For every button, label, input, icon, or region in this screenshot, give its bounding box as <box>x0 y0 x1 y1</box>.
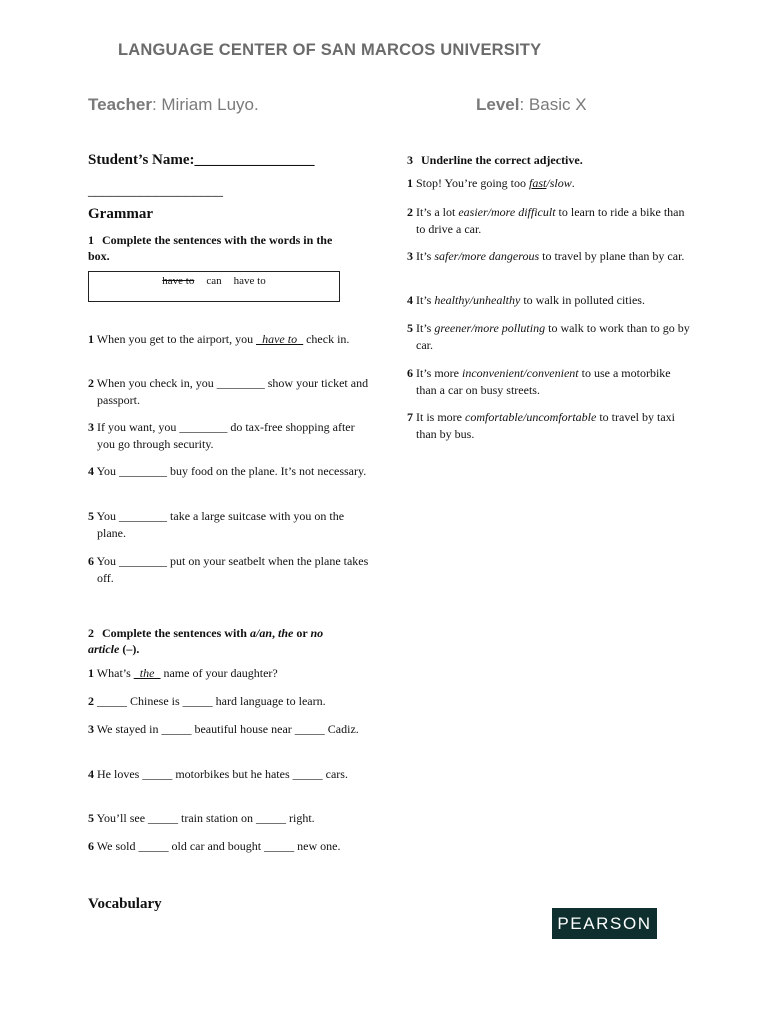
item-text: to walk in polluted cities. <box>520 293 645 307</box>
teacher-value: : Miriam Luyo. <box>151 95 259 114</box>
level-info <box>476 95 587 115</box>
word-box-item: have to <box>233 275 266 287</box>
exercise-3-item <box>407 248 691 265</box>
option-text: healthy/unhealthy <box>434 293 521 307</box>
instruction-text: a/an <box>249 626 272 640</box>
item-text: . <box>571 176 575 190</box>
exercise-3-item <box>407 409 691 442</box>
exercise-3-item <box>407 204 691 237</box>
item-number: 6 <box>88 839 94 853</box>
instruction-text: the <box>278 626 294 640</box>
example-answer: _have to_ <box>256 332 304 346</box>
item-number: 2 <box>407 205 413 219</box>
item-number: 1 <box>407 176 413 190</box>
item-text: It’s <box>416 321 435 335</box>
item-number: 5 <box>88 509 94 523</box>
item-number: 6 <box>407 366 413 380</box>
item-number: 5 <box>88 811 94 825</box>
item-text: You’ll see _____ train station on _____ right. <box>96 811 315 825</box>
item-text: It’s a lot <box>416 205 459 219</box>
exercise-number: 3 <box>407 153 413 167</box>
item-text: to use a motorbike than a car on busy streets. <box>416 366 671 397</box>
item-number: 3 <box>88 420 94 434</box>
exercise-1-item <box>88 553 373 586</box>
option-text: easier/more difficult <box>458 205 556 219</box>
option-text: inconvenient/convenient <box>462 366 579 380</box>
item-text: When you get to the airport, you <box>96 332 257 346</box>
item-number: 5 <box>407 321 413 335</box>
instruction-text: Underline the correct adjective. <box>421 153 583 167</box>
item-text: Stop! You’re going too <box>416 176 530 190</box>
item-number: 1 <box>88 666 94 680</box>
exercise-2-instruction <box>88 625 353 657</box>
exercise-1-item <box>88 508 369 541</box>
instruction-text: Complete the sentences with the words in the box. <box>88 233 333 263</box>
exercise-number: 1 <box>88 233 94 247</box>
item-text: It’s more <box>416 366 462 380</box>
instruction-text: (–). <box>119 642 140 656</box>
item-number: 3 <box>407 249 413 263</box>
item-text: to learn to ride a bike than to drive a car. <box>416 205 685 236</box>
item-text: to travel by plane than by car. <box>539 249 685 263</box>
item-number: 1 <box>88 332 94 346</box>
exercise-3-item <box>407 365 678 398</box>
exercise-2-item <box>88 721 359 738</box>
instruction-text: Complete the sentences with <box>102 626 250 640</box>
item-number: 2 <box>88 694 94 708</box>
vocabulary-heading: Vocabulary <box>88 896 162 912</box>
item-text: to walk to work than to go by car. <box>416 321 690 352</box>
student-name-field: Student’s Name:________________ <box>88 152 315 168</box>
item-text: You ________ buy food on the plane. It’s not necessary. <box>96 464 367 478</box>
item-text: check in. <box>303 332 350 346</box>
item-text: It is more <box>416 410 465 424</box>
option-text: greener/more polluting <box>434 321 546 335</box>
item-text: When you check in, you ________ show your ticket and passport. <box>96 376 369 407</box>
exercise-2-item <box>88 665 373 682</box>
exercise-1-item <box>88 463 369 480</box>
item-text: It’s <box>416 249 435 263</box>
exercise-1-item <box>88 419 369 452</box>
exercise-1-item <box>88 375 369 408</box>
item-text: to travel by taxi than by bus. <box>416 410 675 441</box>
option-text: safer/more dangerous <box>434 249 540 263</box>
teacher-label: Teacher <box>88 95 152 114</box>
item-text: _____ Chinese is _____ hard language to learn. <box>97 694 326 708</box>
exercise-2-item <box>88 838 377 855</box>
word-box-item: have to <box>162 275 195 287</box>
exercise-number: 2 <box>88 626 94 640</box>
item-text: You ________ take a large suitcase with you on the plane. <box>96 509 345 540</box>
teacher-info <box>88 95 259 115</box>
page-title: LANGUAGE CENTER OF SAN MARCOS UNIVERSITY <box>118 41 542 59</box>
exercise-2-item <box>88 693 373 710</box>
item-number: 4 <box>88 767 94 781</box>
example-answer: _the_ <box>133 666 161 680</box>
exercise-3-item <box>407 175 691 192</box>
item-text: We sold _____ old car and bought _____ new one. <box>96 839 341 853</box>
exercise-1-item <box>88 331 369 348</box>
instruction-text: , <box>272 626 278 640</box>
item-number: 3 <box>88 722 94 736</box>
item-text: name of your daughter? <box>160 666 278 680</box>
exercise-3-instruction <box>407 152 687 168</box>
option-separator: / <box>546 176 550 190</box>
item-number: 7 <box>407 410 413 424</box>
level-value: : Basic X <box>519 95 587 114</box>
item-text: If you want, you ________ do tax-free shopping after you go through security. <box>97 420 355 451</box>
item-text: What’s <box>96 666 134 680</box>
exercise-3-item <box>407 320 691 353</box>
level-label: Level <box>476 95 520 114</box>
item-number: 4 <box>88 464 94 478</box>
exercise-3-item <box>407 292 696 309</box>
item-text: You ________ put on your seatbelt when the plane takes off. <box>96 554 369 585</box>
item-number: 6 <box>88 554 94 568</box>
exercise-1-instruction <box>88 232 353 264</box>
word-box <box>88 271 340 302</box>
student-name-line: __________________ <box>88 183 223 199</box>
grammar-heading: Grammar <box>88 206 153 222</box>
exercise-2-item <box>88 766 359 783</box>
option-text: slow <box>549 176 572 190</box>
item-text: He loves _____ motorbikes but he hates _____ cars. <box>97 767 348 781</box>
pearson-logo: PEARSON <box>552 908 657 939</box>
item-text: We stayed in _____ beautiful house near _____ Cadiz. <box>96 722 359 736</box>
item-number: 4 <box>407 293 413 307</box>
option-text: comfortable/uncomfortable <box>465 410 597 424</box>
word-box-item: can <box>206 275 222 287</box>
item-number: 2 <box>88 376 94 390</box>
item-text: It’s <box>416 293 435 307</box>
exercise-2-item <box>88 810 373 827</box>
instruction-text: no article <box>88 626 324 656</box>
instruction-text: or <box>293 626 311 640</box>
underlined-answer: fast <box>529 176 547 190</box>
